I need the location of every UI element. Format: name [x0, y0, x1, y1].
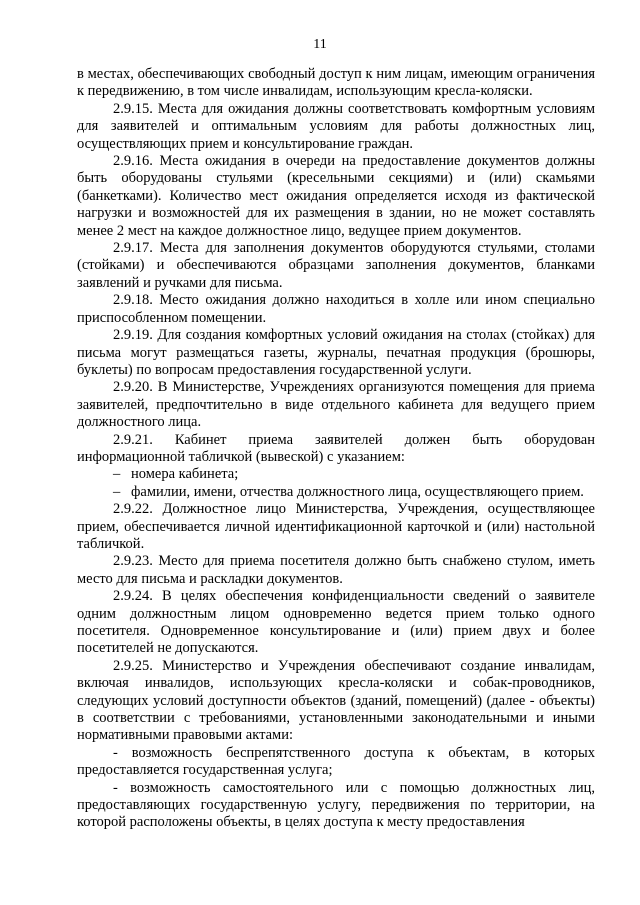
- paragraph-continuation: в местах, обеспечивающих свободный доступ к ним лицам, имеющим ограничения к передвижению, в том числе инвалидам, использующим кресла-коляски.: [77, 66, 595, 100]
- list-item: [77, 484, 595, 501]
- page-number: 11: [313, 37, 327, 52]
- paragraph-2-9-21: 2.9.21. Кабинет приема заявителей должен быть оборудован информационной табличкой (вывеской) с указанием:: [77, 431, 595, 465]
- paragraph-2-9-25: 2.9.25. Министерство и Учреждения обеспечивают создание инвалидам, включая инвалидов, использующих кресла-коляски и собак-проводников, следующих условий доступности объектов (зданий, помещений) (далее - объекты) в соответствии с требованиями, установленными законодательными и иными нормативными правовыми актами:: [77, 657, 595, 744]
- list-item-text: номера кабинета;: [131, 466, 239, 483]
- paragraph-2-9-20: 2.9.20. В Министерстве, Учреждениях организуются помещения для приема заявителей, предпочтительно в виде отдельного кабинета для ведущего прием должностного лица.: [77, 379, 595, 431]
- paragraph-accessibility-item: - возможность самостоятельного или с помощью должностных лиц, предоставляющих государственную услугу, передвижения по территории, на которой расположены объекты, в целях доступа к месту предоставления: [77, 779, 595, 831]
- paragraph-2-9-24: 2.9.24. В целях обеспечения конфиденциальности сведений о заявителе одним должностным лицом одновременно ведется прием только одного посетителя. Одновременное консультирование и (или) прием двух и более посетителей не допускаются.: [77, 588, 595, 657]
- paragraph-2-9-19: 2.9.19. Для создания комфортных условий ожидания на столах (стойках) для письма могут размещаться газеты, журналы, печатная продукция (брошюры, буклеты) по вопросам предоставления государственной услуги.: [77, 327, 595, 378]
- list-item: [77, 466, 595, 483]
- paragraph-2-9-23: 2.9.23. Место для приема посетителя должно быть снабжено стулом, иметь место для письма и раскладки документов.: [77, 553, 595, 587]
- list-item-text: фамилии, имени, отчества должностного лица, осуществляющего прием.: [131, 483, 584, 500]
- paragraph-2-9-16: 2.9.16. Места ожидания в очереди на предоставление документов должны быть оборудованы стульями (кресельными секциями) и (или) скамьями (банкетками). Количество мест ожидания определяется исходя из фактической нагрузки и возможностей для их размещения в здании, но не может составлять менее 2 мест на каждое должностное лицо, ведущее прием документов.: [77, 153, 595, 239]
- paragraph-accessibility-item: - возможность беспрепятственного доступа к объектам, в которых предоставляется государственная услуга;: [77, 744, 595, 779]
- list-dash-marker: –: [113, 483, 121, 500]
- paragraph-2-9-18: 2.9.18. Место ожидания должно находиться в холле или ином специально приспособленном помещении.: [77, 292, 595, 326]
- list-dash-marker: –: [113, 466, 121, 483]
- document-body: [77, 66, 595, 832]
- paragraph-2-9-15: 2.9.15. Места для ожидания должны соответствовать комфортным условиям для заявителей и оптимальным условиям для работы должностных лиц, осуществляющих прием и консультирование граждан.: [77, 100, 595, 152]
- paragraph-2-9-17: 2.9.17. Места для заполнения документов оборудуются стульями, столами (стойками) и обеспечиваются образцами заполнения документов, бланками заявлений и ручками для письма.: [77, 240, 595, 291]
- paragraph-2-9-22: 2.9.22. Должностное лицо Министерства, Учреждения, осуществляющее прием, обеспечивается личной идентификационной карточкой и (или) настольной табличкой.: [77, 501, 595, 552]
